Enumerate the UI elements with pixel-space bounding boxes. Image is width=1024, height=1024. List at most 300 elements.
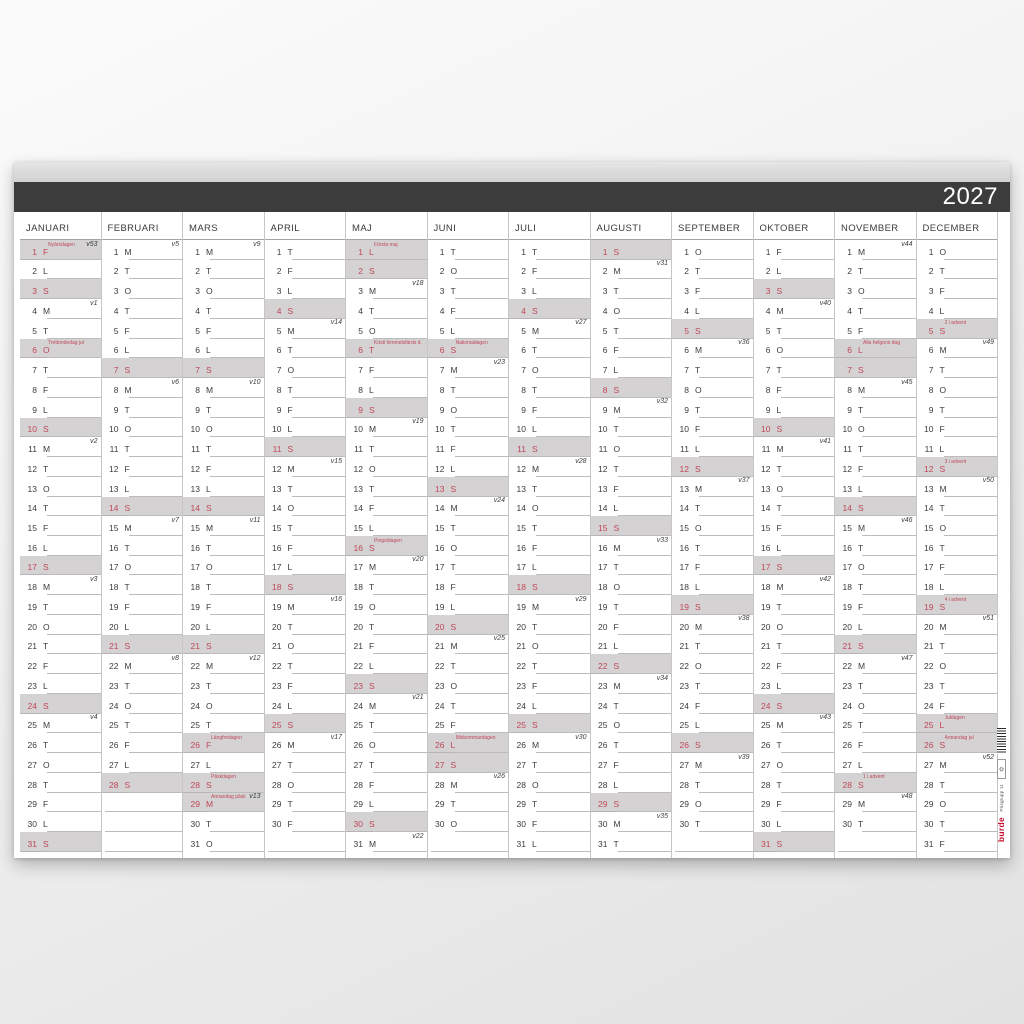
- empty-row: [102, 812, 183, 832]
- day-row-highlighted: [183, 733, 264, 753]
- year-band: [14, 182, 1010, 212]
- day-row: [102, 556, 183, 576]
- day-row-highlighted: [183, 773, 264, 793]
- day-number: 6: [113, 345, 119, 356]
- week-number: v8: [171, 654, 179, 662]
- day-row: [591, 398, 672, 418]
- day-number: 31: [598, 838, 608, 849]
- barcode-icon: [997, 728, 1006, 754]
- day-number: 12: [598, 463, 608, 474]
- day-row-highlighted: [917, 457, 998, 477]
- day-row: [672, 714, 753, 734]
- holiday-note: Midsommardagen: [455, 734, 496, 741]
- weekday-letter: L: [532, 424, 537, 435]
- day-row: [102, 437, 183, 457]
- day-number: 11: [761, 444, 771, 455]
- day-row: [509, 516, 590, 536]
- day-row: [183, 437, 264, 457]
- day-number: 19: [353, 601, 363, 612]
- day-number: 7: [684, 365, 689, 376]
- month-name: OKTOBER: [754, 212, 835, 240]
- weekday-letter: S: [532, 444, 538, 455]
- day-number: 22: [842, 661, 852, 672]
- week-number: v14: [330, 319, 342, 327]
- weekday-letter: T: [613, 740, 619, 751]
- weekday-letter: S: [369, 404, 375, 415]
- weekday-letter: M: [124, 384, 132, 395]
- weekday-letter: M: [450, 779, 458, 790]
- weekday-letter: T: [776, 779, 782, 790]
- weekday-letter: S: [369, 819, 375, 830]
- day-row: [672, 674, 753, 694]
- day-number: 24: [842, 700, 852, 711]
- day-number: 23: [272, 680, 282, 691]
- month-column-oktober: [754, 212, 836, 858]
- day-number: 26: [353, 740, 363, 751]
- weekday-letter: F: [776, 799, 782, 810]
- day-number: 10: [435, 424, 445, 435]
- weekday-letter: M: [124, 661, 132, 672]
- day-row-highlighted: [835, 497, 916, 517]
- weekday-letter: T: [124, 305, 130, 316]
- day-number: 10: [679, 424, 689, 435]
- weekday-letter: T: [206, 582, 212, 593]
- day-row: [591, 477, 672, 497]
- day-row: [265, 536, 346, 556]
- side-print-strip: [995, 728, 1007, 842]
- day-row: [591, 279, 672, 299]
- day-number: 6: [195, 345, 200, 356]
- day-number: 23: [842, 680, 852, 691]
- weekday-letter: O: [43, 621, 50, 632]
- weekday-letter: L: [450, 463, 456, 474]
- day-row: [509, 674, 590, 694]
- day-row: [509, 595, 590, 615]
- day-number: 17: [924, 562, 934, 573]
- day-number: 9: [521, 404, 526, 415]
- day-row: [917, 437, 998, 457]
- month-name: NOVEMBER: [835, 212, 916, 240]
- weekday-letter: S: [776, 700, 783, 711]
- day-row: [672, 378, 753, 398]
- day-row: [835, 674, 916, 694]
- weekday-letter: O: [43, 483, 50, 494]
- day-row: [428, 378, 509, 398]
- day-number: 25: [842, 720, 852, 731]
- day-number: 23: [27, 680, 37, 691]
- weekday-letter: T: [858, 542, 864, 553]
- day-number: 13: [353, 483, 363, 494]
- weekday-letter: M: [613, 404, 621, 415]
- day-number: 7: [113, 365, 119, 376]
- day-row: [20, 674, 101, 694]
- week-number: v15: [330, 457, 342, 465]
- weekday-letter: S: [287, 582, 294, 593]
- day-row: [20, 575, 101, 595]
- day-row: [183, 240, 264, 260]
- weekday-letter: O: [695, 799, 702, 810]
- day-number: 21: [27, 641, 37, 652]
- day-number: 16: [516, 542, 526, 553]
- weekday-letter: T: [206, 404, 212, 415]
- day-row: [917, 497, 998, 517]
- day-number: 13: [598, 483, 608, 494]
- weekday-letter: O: [450, 819, 458, 830]
- weekday-letter: L: [776, 266, 782, 277]
- day-number: 4: [684, 305, 689, 316]
- day-number: 15: [109, 523, 119, 534]
- day-number: 27: [272, 759, 282, 770]
- day-row: [509, 654, 590, 674]
- weekday-letter: L: [369, 246, 374, 257]
- weekday-letter: F: [369, 503, 375, 514]
- day-number: 14: [516, 503, 526, 514]
- day-number: 26: [924, 740, 934, 751]
- week-number: v35: [656, 812, 668, 820]
- weekday-letter: O: [613, 720, 621, 731]
- day-number: 2: [439, 266, 445, 277]
- day-number: 22: [190, 661, 200, 672]
- day-row: [183, 378, 264, 398]
- day-row: [917, 753, 998, 773]
- day-row-highlighted: [591, 654, 672, 674]
- week-number: v34: [656, 674, 668, 682]
- month-name: DECEMBER: [917, 212, 998, 240]
- day-number: 2: [32, 266, 37, 277]
- weekday-letter: F: [532, 404, 538, 415]
- day-number: 8: [32, 384, 37, 395]
- day-row: [183, 654, 264, 674]
- day-row: [754, 812, 835, 832]
- day-number: 20: [679, 621, 689, 632]
- day-number: 22: [272, 661, 282, 672]
- day-row: [183, 418, 264, 438]
- weekday-letter: S: [695, 740, 701, 751]
- weekday-letter: L: [450, 740, 456, 751]
- day-row: [183, 299, 264, 319]
- weekday-letter: S: [124, 365, 131, 376]
- month-column-maj: [346, 212, 428, 858]
- day-number: 10: [109, 424, 119, 435]
- day-number: 16: [924, 542, 934, 553]
- day-row: [428, 437, 509, 457]
- day-number: 27: [190, 759, 200, 770]
- month-name: SEPTEMBER: [672, 212, 753, 240]
- day-row-highlighted: [672, 457, 753, 477]
- day-number: 24: [598, 700, 608, 711]
- weekday-letter: T: [695, 503, 701, 514]
- day-row: [265, 812, 346, 832]
- day-row: [183, 536, 264, 556]
- weekday-letter: T: [695, 266, 701, 277]
- day-number: 3: [276, 286, 282, 297]
- weekday-letter: S: [613, 799, 620, 810]
- weekday-letter: L: [43, 404, 48, 415]
- day-row-highlighted: [346, 339, 427, 359]
- day-number: 4: [32, 305, 37, 316]
- week-number: v18: [412, 279, 424, 287]
- weekday-letter: L: [858, 621, 863, 632]
- day-number: 6: [928, 345, 934, 356]
- day-row: [509, 418, 590, 438]
- day-number: 10: [516, 424, 526, 435]
- week-number: v50: [982, 477, 994, 485]
- day-number: 2: [684, 266, 689, 277]
- weekday-letter: O: [858, 286, 865, 297]
- weekday-letter: T: [206, 680, 212, 691]
- day-number: 3: [113, 286, 119, 297]
- weekday-letter: L: [206, 759, 211, 770]
- weekday-letter: L: [43, 819, 48, 830]
- weekday-letter: M: [124, 523, 132, 534]
- day-row: [509, 260, 590, 280]
- day-number: 12: [842, 463, 852, 474]
- day-number: 8: [439, 384, 445, 395]
- weekday-letter: O: [287, 365, 295, 376]
- weekday-letter: M: [776, 720, 784, 731]
- day-number: 5: [521, 325, 526, 336]
- day-number: 20: [272, 621, 282, 632]
- day-row-highlighted: [509, 299, 590, 319]
- weekday-letter: F: [206, 325, 212, 336]
- week-number: v17: [330, 733, 342, 741]
- day-row: [672, 497, 753, 517]
- empty-row: [102, 832, 183, 852]
- day-number: 4: [765, 305, 771, 316]
- day-number: 16: [272, 542, 282, 553]
- day-number: 7: [847, 365, 852, 376]
- day-number: 12: [190, 463, 200, 474]
- day-row-highlighted: [346, 812, 427, 832]
- day-row-highlighted: [183, 497, 264, 517]
- day-row: [346, 635, 427, 655]
- weekday-letter: L: [695, 305, 700, 316]
- day-number: 12: [679, 463, 689, 474]
- day-row: [428, 635, 509, 655]
- weekday-letter: F: [206, 601, 212, 612]
- day-number: 17: [353, 562, 363, 573]
- weekday-letter: F: [858, 325, 864, 336]
- day-row-highlighted: [509, 437, 590, 457]
- day-row-highlighted: [754, 832, 835, 852]
- weekday-letter: T: [369, 483, 375, 494]
- day-row: [754, 536, 835, 556]
- day-number: 4: [276, 305, 282, 316]
- day-number: 3: [602, 286, 608, 297]
- weekday-letter: T: [776, 601, 782, 612]
- weekday-letter: F: [532, 680, 538, 691]
- day-number: 15: [598, 523, 608, 534]
- day-row: [428, 279, 509, 299]
- weekday-letter: M: [124, 246, 132, 257]
- day-row: [183, 812, 264, 832]
- weekday-letter: S: [43, 700, 49, 711]
- day-number: 1: [765, 246, 771, 257]
- day-number: 7: [276, 365, 282, 376]
- day-number: 22: [516, 661, 526, 672]
- weekday-letter: O: [858, 700, 865, 711]
- day-number: 24: [679, 700, 689, 711]
- day-row: [183, 279, 264, 299]
- weekday-letter: F: [43, 661, 49, 672]
- weekday-letter: M: [287, 325, 295, 336]
- holiday-note: Alla helgons dag: [863, 340, 900, 347]
- day-row: [102, 595, 183, 615]
- day-row-highlighted: [591, 516, 672, 536]
- day-row: [672, 635, 753, 655]
- day-row: [20, 299, 101, 319]
- day-number: 16: [109, 542, 119, 553]
- day-row: [835, 714, 916, 734]
- day-row: [917, 477, 998, 497]
- day-row: [591, 674, 672, 694]
- day-number: 17: [679, 562, 689, 573]
- day-row: [183, 516, 264, 536]
- weekday-letter: F: [43, 799, 49, 810]
- day-number: 2: [276, 266, 282, 277]
- week-number: v21: [412, 694, 424, 702]
- weekday-letter: M: [369, 424, 377, 435]
- month-column-november: [835, 212, 917, 858]
- day-row: [102, 753, 183, 773]
- weekday-letter: M: [206, 246, 214, 257]
- day-number: 19: [516, 601, 526, 612]
- day-row: [835, 536, 916, 556]
- weekday-letter: M: [858, 799, 866, 810]
- day-number: 12: [924, 463, 934, 474]
- day-row-highlighted: [835, 339, 916, 359]
- month-name: FEBRUARI: [102, 212, 183, 240]
- day-number: 28: [353, 779, 363, 790]
- day-row: [754, 437, 835, 457]
- day-row: [591, 339, 672, 359]
- weekday-letter: F: [532, 542, 538, 553]
- day-number: 24: [109, 700, 119, 711]
- weekday-letter: T: [695, 680, 701, 691]
- weekday-letter: M: [287, 463, 295, 474]
- day-row: [754, 299, 835, 319]
- day-row: [591, 319, 672, 339]
- day-number: 5: [113, 325, 119, 336]
- day-row: [346, 457, 427, 477]
- weekday-letter: F: [858, 463, 864, 474]
- weekday-letter: M: [206, 799, 214, 810]
- weekday-letter: F: [776, 384, 782, 395]
- day-row: [672, 279, 753, 299]
- day-row-highlighted: [672, 595, 753, 615]
- day-row: [428, 358, 509, 378]
- day-row: [183, 339, 264, 359]
- day-row-highlighted: [265, 437, 346, 457]
- weekday-letter: L: [939, 305, 945, 316]
- day-row: [835, 240, 916, 260]
- day-row-highlighted: [102, 773, 183, 793]
- day-row-highlighted: [102, 635, 183, 655]
- day-row: [20, 536, 101, 556]
- day-row: [20, 477, 101, 497]
- weekday-letter: L: [532, 562, 537, 573]
- weekday-letter: L: [613, 779, 619, 790]
- day-row: [672, 398, 753, 418]
- day-row: [346, 793, 427, 813]
- weekday-letter: L: [124, 621, 130, 632]
- day-number: 21: [924, 641, 934, 652]
- weekday-letter: M: [43, 582, 51, 593]
- holiday-note: 3 i advent: [944, 458, 967, 465]
- day-number: 29: [842, 799, 852, 810]
- day-row: [346, 595, 427, 615]
- day-row: [102, 615, 183, 635]
- day-number: 18: [842, 582, 852, 593]
- weekday-letter: F: [939, 424, 945, 435]
- day-row: [346, 556, 427, 576]
- day-rows: [346, 240, 427, 852]
- day-number: 30: [272, 819, 282, 830]
- weekday-letter: O: [695, 246, 702, 257]
- day-number: 19: [435, 601, 445, 612]
- weekday-letter: M: [695, 345, 703, 356]
- weekday-letter: M: [287, 740, 295, 751]
- day-number: 13: [435, 483, 445, 494]
- day-number: 23: [435, 680, 445, 691]
- day-row-highlighted: [102, 497, 183, 517]
- day-number: 30: [842, 819, 852, 830]
- weekday-letter: O: [124, 424, 132, 435]
- day-row: [102, 398, 183, 418]
- day-number: 5: [358, 325, 363, 336]
- weekday-letter: T: [939, 779, 945, 790]
- day-row: [835, 398, 916, 418]
- weekday-letter: T: [532, 384, 538, 395]
- day-number: 24: [272, 700, 282, 711]
- weekday-letter: S: [613, 246, 620, 257]
- day-number: 30: [190, 819, 200, 830]
- day-row: [754, 477, 835, 497]
- day-row: [102, 260, 183, 280]
- holiday-note: Kristi himmelsfärds d.: [374, 340, 422, 347]
- weekday-letter: O: [206, 286, 213, 297]
- weekday-letter: T: [613, 286, 619, 297]
- weekday-letter: M: [450, 641, 458, 652]
- month-column-mars: [183, 212, 265, 858]
- day-number: 11: [843, 444, 852, 455]
- weekday-letter: M: [939, 759, 947, 770]
- day-row: [102, 319, 183, 339]
- weekday-letter: M: [613, 542, 621, 553]
- day-row: [428, 674, 509, 694]
- day-number: 21: [272, 641, 282, 652]
- day-number: 8: [113, 384, 119, 395]
- day-number: 26: [27, 740, 37, 751]
- holiday-note: Påskdagen: [211, 774, 237, 781]
- weekday-letter: M: [450, 365, 458, 376]
- day-number: 7: [439, 365, 445, 376]
- day-row: [591, 812, 672, 832]
- weekday-letter: F: [450, 305, 456, 316]
- day-number: 24: [190, 700, 200, 711]
- weekday-letter: S: [206, 641, 212, 652]
- weekday-letter: T: [450, 799, 456, 810]
- holiday-note: Annandag påsk: [211, 794, 246, 801]
- day-row: [591, 497, 672, 517]
- month-name: MARS: [183, 212, 264, 240]
- day-number: 30: [435, 819, 445, 830]
- weekday-letter: L: [206, 483, 211, 494]
- day-row: [428, 516, 509, 536]
- day-row: [835, 299, 916, 319]
- week-number: v6: [171, 378, 179, 386]
- day-number: 31: [190, 838, 200, 849]
